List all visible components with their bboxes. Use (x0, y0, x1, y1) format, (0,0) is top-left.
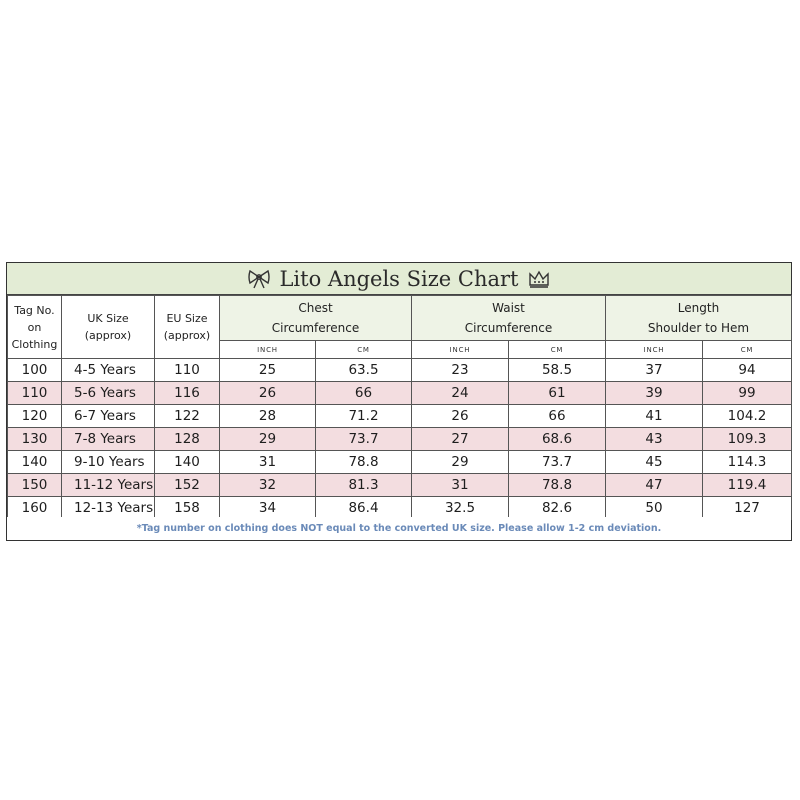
size-chart (6, 262, 792, 541)
cell-chest-cm: 71.2 (316, 405, 412, 428)
cell-chest-cm: 78.8 (316, 451, 412, 474)
cell-chest-inch: 25 (220, 359, 316, 382)
cell-uk-size: 6-7 Years (62, 405, 155, 428)
cell-waist-cm: 61 (509, 382, 606, 405)
cell-waist-inch: 23 (412, 359, 509, 382)
cell-length-cm: 114.3 (703, 451, 792, 474)
cell-eu-size: 152 (155, 474, 220, 497)
cell-tag: 120 (8, 405, 62, 428)
cell-waist-cm: 68.6 (509, 428, 606, 451)
cell-waist-inch: 26 (412, 405, 509, 428)
subheader-waist-inch: INCH (412, 341, 509, 359)
cell-eu-size: 116 (155, 382, 220, 405)
header-chest: Chest Circumference (220, 296, 412, 341)
cell-chest-inch: 32 (220, 474, 316, 497)
cell-tag: 140 (8, 451, 62, 474)
header-tag: Tag No. on Clothing (8, 296, 62, 359)
cell-waist-inch: 24 (412, 382, 509, 405)
table-row (8, 451, 792, 474)
cell-waist-cm: 66 (509, 405, 606, 428)
cell-waist-inch: 27 (412, 428, 509, 451)
table-row (8, 382, 792, 405)
cell-waist-cm: 58.5 (509, 359, 606, 382)
cell-waist-inch: 32.5 (412, 497, 509, 520)
cell-eu-size: 110 (155, 359, 220, 382)
title-bar (7, 263, 791, 295)
subheader-length-inch: INCH (606, 341, 703, 359)
cell-uk-size: 5-6 Years (62, 382, 155, 405)
cell-chest-inch: 28 (220, 405, 316, 428)
cell-tag: 150 (8, 474, 62, 497)
cell-eu-size: 122 (155, 405, 220, 428)
cell-length-inch: 41 (606, 405, 703, 428)
cell-eu-size: 140 (155, 451, 220, 474)
cell-eu-size: 158 (155, 497, 220, 520)
cell-waist-cm: 73.7 (509, 451, 606, 474)
subheader-chest-inch: INCH (220, 341, 316, 359)
cell-chest-cm: 63.5 (316, 359, 412, 382)
cell-tag: 110 (8, 382, 62, 405)
table-row (8, 405, 792, 428)
cell-length-inch: 45 (606, 451, 703, 474)
cell-chest-inch: 31 (220, 451, 316, 474)
cell-uk-size: 4-5 Years (62, 359, 155, 382)
cell-uk-size: 9-10 Years (62, 451, 155, 474)
cell-chest-inch: 26 (220, 382, 316, 405)
cell-length-cm: 119.4 (703, 474, 792, 497)
table-row (8, 474, 792, 497)
table-row (8, 428, 792, 451)
table-row (8, 359, 792, 382)
header-uk-size: UK Size (approx) (62, 296, 155, 359)
chart-title: Lito Angels Size Chart (279, 266, 519, 291)
cell-length-cm: 104.2 (703, 405, 792, 428)
cell-waist-inch: 31 (412, 474, 509, 497)
cell-eu-size: 128 (155, 428, 220, 451)
cell-chest-inch: 34 (220, 497, 316, 520)
cell-uk-size: 12-13 Years (62, 497, 155, 520)
cell-chest-cm: 66 (316, 382, 412, 405)
footnote: *Tag number on clothing does NOT equal to the converted UK size. Please allow 1-2 cm deviation. (7, 517, 791, 540)
cell-length-cm: 109.3 (703, 428, 792, 451)
cell-length-inch: 43 (606, 428, 703, 451)
subheader-chest-cm: CM (316, 341, 412, 359)
cell-tag: 160 (8, 497, 62, 520)
cell-tag: 100 (8, 359, 62, 382)
header-eu-size: EU Size (approx) (155, 296, 220, 359)
cell-length-inch: 37 (606, 359, 703, 382)
cell-length-inch: 47 (606, 474, 703, 497)
crown-icon (527, 268, 551, 290)
size-table (7, 295, 792, 520)
cell-length-inch: 50 (606, 497, 703, 520)
cell-chest-cm: 86.4 (316, 497, 412, 520)
cell-tag: 130 (8, 428, 62, 451)
header-waist: Waist Circumference (412, 296, 606, 341)
cell-waist-inch: 29 (412, 451, 509, 474)
cell-uk-size: 7-8 Years (62, 428, 155, 451)
cell-waist-cm: 78.8 (509, 474, 606, 497)
subheader-length-cm: CM (703, 341, 792, 359)
cell-length-cm: 94 (703, 359, 792, 382)
cell-chest-cm: 73.7 (316, 428, 412, 451)
cell-length-inch: 39 (606, 382, 703, 405)
cell-length-cm: 127 (703, 497, 792, 520)
cell-waist-cm: 82.6 (509, 497, 606, 520)
header-length: Length Shoulder to Hem (606, 296, 792, 341)
cell-length-cm: 99 (703, 382, 792, 405)
cell-chest-inch: 29 (220, 428, 316, 451)
cell-uk-size: 11-12 Years (62, 474, 155, 497)
cell-chest-cm: 81.3 (316, 474, 412, 497)
subheader-waist-cm: CM (509, 341, 606, 359)
bow-icon (247, 268, 271, 290)
